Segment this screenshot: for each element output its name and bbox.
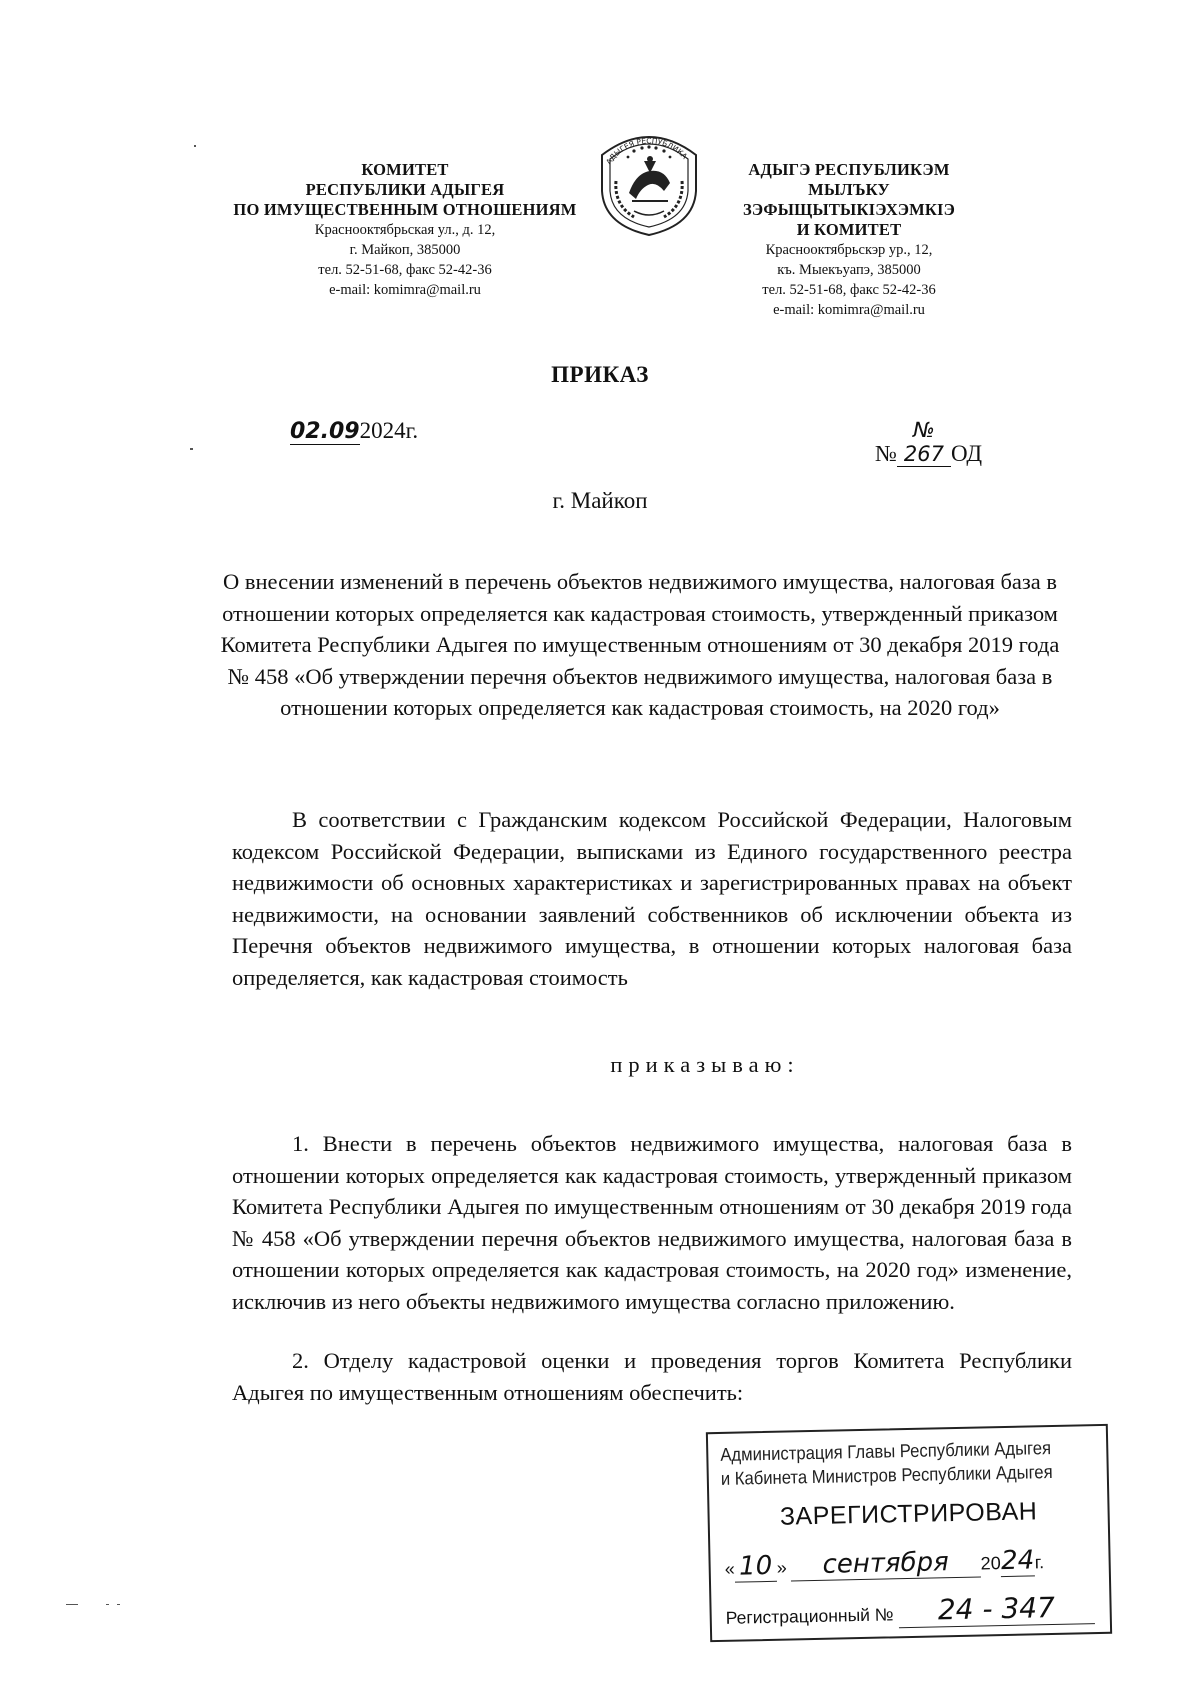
stamp-authority-line: Администрация Главы Республики Адыгея [720, 1437, 1052, 1465]
document-city: г. Майкоп [552, 488, 648, 513]
order-item-2: 2. Отделу кадастровой оценки и проведения торгов Комитета Республики Адыгея по имущественным отношениям обеспечить: [232, 1348, 1072, 1405]
stamp-year-unit: г. [1034, 1552, 1045, 1573]
order-item-1: 1. Внести в перечень объектов недвижимого имущества, налоговая база в отношении которых определяется как кадастровая стоимость, утвержденный приказом Комитета Республики Адыгея по имущественным отношениям от 30 декабря 2019 года № 458 «Об утверждении перечня объектов недвижимого имущества, налоговая база в отношении которых определяется как кадастровая стоимость, на 2020 год» изменение, исключив из него объекты недвижимого имущества согласно приложению. [232, 1131, 1072, 1314]
stamp-day: 10 [734, 1551, 777, 1583]
number-suffix: ОД [950, 441, 983, 466]
org-name-line: И КОМИТЕТ [796, 220, 902, 239]
stamp-year-prefix: 20 [980, 1553, 1001, 1574]
org-name-line: ПО ИМУЩЕСТВЕННЫМ ОТНОШЕНИЯМ [233, 200, 577, 219]
document-subject: О внесении изменений в перечень объектов недвижимого имущества, налоговая база в отношении которых определяется как кадастровая стоимость, утвержденный приказом Комитета Республики Адыгея по имущественным отношениям от 30 декабря 2019 года № 458 «Об утверждении перечня объектов недвижимого имущества, налоговая база в отношении которых определяется как кадастровая стоимость, на 2020 год» [220, 569, 1060, 720]
org-name-line: КОМИТЕТ [361, 160, 449, 179]
phone-line: тел. 52-51-68, факс 52-42-36 [762, 282, 936, 298]
stamp-status: ЗАРЕГИСТРИРОВАН [779, 1497, 1038, 1531]
stamp-month: сентября [790, 1547, 981, 1582]
order-word: приказываю: [610, 1052, 800, 1077]
header-left-organization [212, 160, 598, 300]
stamp-registration-number [725, 1590, 1094, 1632]
address-line: г. Майкоп, 385000 [349, 242, 461, 258]
number-prefix: № [875, 441, 897, 466]
org-name-line: АДЫГЭ РЕСПУБЛИКЭМ [748, 160, 950, 179]
scan-speck [117, 1604, 120, 1605]
email-line: e-mail: komimra@mail.ru [773, 302, 925, 318]
handwritten-number: № 267 [897, 418, 951, 467]
scan-speck [66, 1604, 78, 1605]
emblem-ribbon-text: АДЫГЕЯ РЕСПУБЛИКА [604, 136, 690, 167]
order-number [875, 418, 982, 467]
quote-close: » [776, 1557, 787, 1578]
stamp-date [724, 1545, 1044, 1583]
reg-label: Регистрационный № [725, 1604, 894, 1628]
header-right-organization [718, 160, 980, 320]
address-line: къ. Мыекъуапэ, 385000 [777, 262, 921, 278]
handwritten-date: 02.09 [290, 419, 360, 444]
address-line: Краснооктябрьская ул., д. 12, [314, 222, 496, 238]
scan-speck [106, 1604, 109, 1605]
quote-open: « [724, 1558, 735, 1579]
reg-number: 24 - 347 [898, 1590, 1095, 1628]
order-date [290, 418, 418, 445]
phone-line: тел. 52-51-68, факс 52-42-36 [318, 262, 492, 278]
stamp-authority-line: и Кабинета Министров Республики Адыгея [720, 1460, 1053, 1489]
basis-paragraph: В соответствии с Гражданским кодексом Российской Федерации, Налоговым кодексом Российской Федерации, выписками из Единого государственного реестра недвижимости об основных характеристиках и зарегистрированных правах на объект недвижимости, на основании заявлений собственников об исключении объекта из Перечня объектов недвижимого имущества, в отношении которых налоговая база определяется, как кадастровая стоимость [232, 807, 1072, 990]
email-line: e-mail: komimra@mail.ru [329, 282, 481, 298]
registration-stamp [706, 1424, 1112, 1642]
address-line: Краснооктябрьскэр ур., 12, [765, 242, 933, 258]
scan-speck [194, 145, 196, 147]
date-year: 2024г. [359, 418, 419, 443]
org-name-line: РЕСПУБЛИКИ АДЫГЕЯ [305, 180, 505, 199]
scan-speck [190, 448, 193, 450]
document-title: ПРИКАЗ [551, 362, 649, 387]
org-name-line: МЫЛЪКУ ЗЭФЫЩЫТЫКIЭХЭМКIЭ [742, 180, 956, 219]
stamp-year-suffix: 24 [1000, 1545, 1035, 1577]
coat-of-arms-adygea-icon [584, 121, 714, 239]
